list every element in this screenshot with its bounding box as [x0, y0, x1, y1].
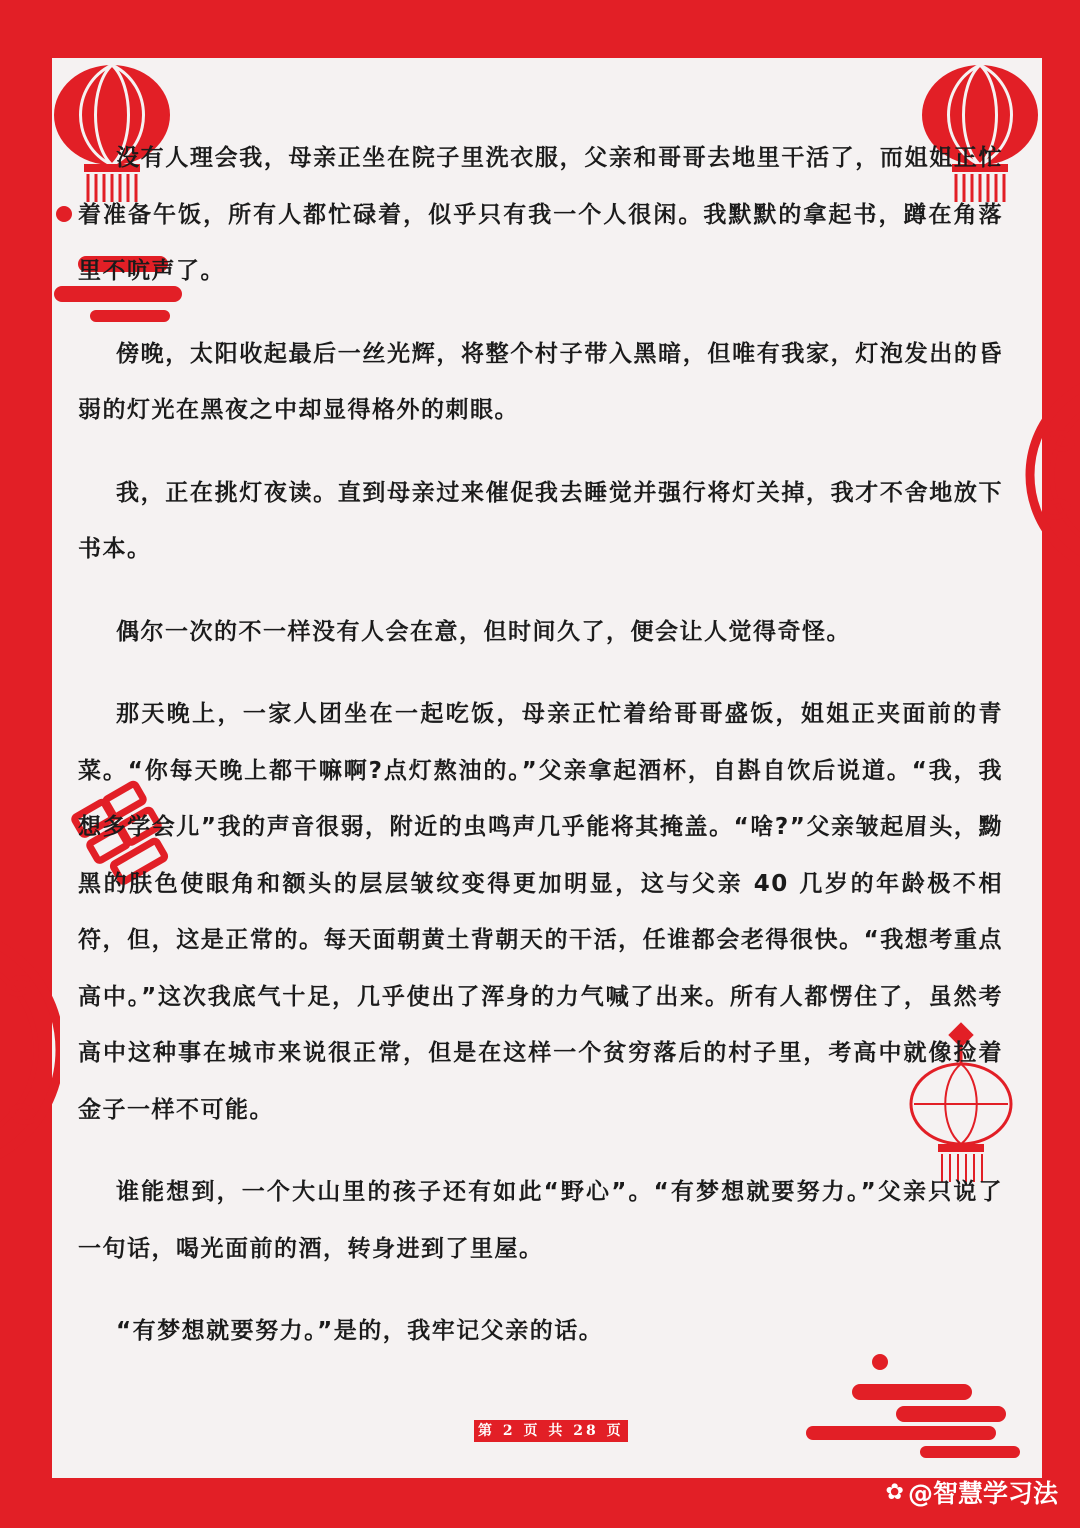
watermark [886, 1472, 1058, 1512]
paragraph: 那天晚上，一家人团坐在一起吃饭，母亲正忙着给哥哥盛饭，姐姐正夹面前的青菜。“你每天晚上都干嘛啊?点灯熬油的。”父亲拿起酒杯，自斟自饮后说道。“我，我想多学会儿”我的声音很弱，附近的虫鸣声几乎能将其掩盖。“啥?”父亲皱起眉头，黝黑的肤色使眼角和额头的层层皱纹变得更加明显，这与父亲 40 几岁的年龄极不相符，但，这是正常的。每天面朝黄土背朝天的干活，任谁都会老得很快。“我想考重点高中。”这次我底气十足，几乎使出了浑身的力气喊了出来。所有人都愣住了，虽然考高中这种事在城市来说很正常，但是在这样一个贫穷落后的村子里，考高中就像捡着金子一样不可能。 [78, 701, 1003, 1123]
paw-icon: ✿ [885, 1479, 904, 1505]
watermark-text: @智慧学习法 [907, 1479, 1058, 1508]
paragraph: 谁能想到，一个大山里的孩子还有如此“野心”。“有梦想就要努力。”父亲只说了一句话，喝光面前的酒，转身进到了里屋。 [78, 1179, 1003, 1262]
paragraph: 傍晚，太阳收起最后一丝光辉，将整个村子带入黑暗，但唯有我家，灯泡发出的昏弱的灯光在黑夜之中却显得格外的刺眼。 [78, 340, 1003, 423]
swirl-decoration-left [0, 920, 60, 1180]
paragraph: 我，正在挑灯夜读。直到母亲过来催促我去睡觉并强行将灯关掉，我才不舍地放下书本。 [78, 479, 1003, 562]
paragraph: 没有人理会我，母亲正坐在院子里洗衣服，父亲和哥哥去地里干活了，而姐姐正忙着准备午饭，所有人都忙碌着，似乎只有我一个人很闲。我默默的拿起书，蹲在角落里不吭声了。 [78, 145, 1003, 284]
paragraph: 偶尔一次的不一样没有人会在意，但时间久了，便会让人觉得奇怪。 [116, 618, 851, 645]
swirl-decoration-right [1020, 365, 1080, 585]
paragraph: “有梦想就要努力。”是的，我牢记父亲的话。 [116, 1318, 604, 1344]
article-body [78, 130, 1003, 1386]
page-indicator: 第 2 页 共 28 页 [474, 1420, 628, 1442]
